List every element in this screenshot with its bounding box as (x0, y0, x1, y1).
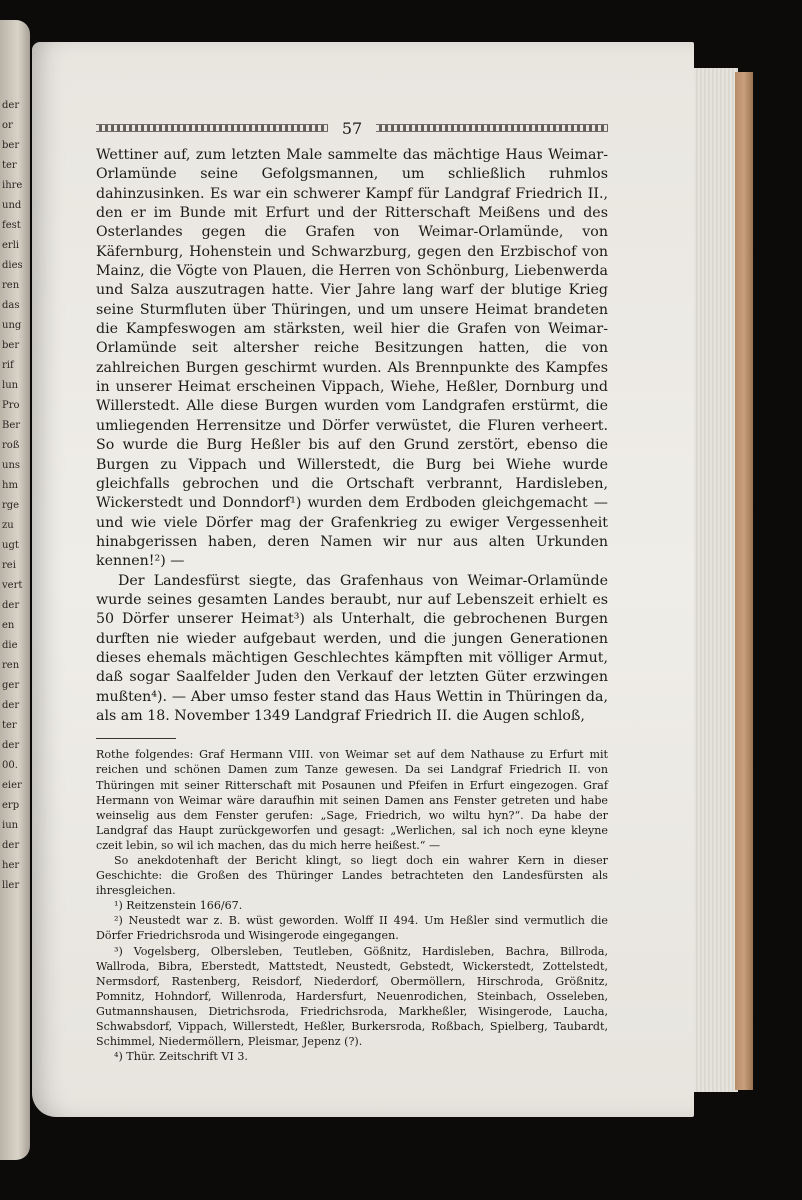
facing-page-fragment: ugt (2, 540, 19, 551)
facing-page-fragment: das (2, 300, 20, 311)
page-block-edges (690, 68, 738, 1092)
facing-page-fragment: rge (2, 500, 20, 511)
footnote: ²) Neustedt war z. B. wüst geworden. Wolff II 494. Um Heßler sind vermutlich die Dörfer Friedrichsroda und Wisingerode eingegangen. (96, 914, 608, 943)
book-cover-edge (735, 72, 753, 1090)
page-number: 57 (341, 118, 363, 138)
facing-page-fragment: zu (2, 520, 14, 531)
footnote-rule (96, 738, 176, 739)
facing-page-fragment: uns (2, 460, 21, 471)
body-text (96, 146, 608, 726)
ornament-right (376, 124, 608, 132)
facing-page-fragment: hm (2, 480, 18, 491)
facing-page-fragment: ber (2, 140, 20, 151)
book-page (32, 42, 694, 1117)
facing-page-edge (0, 20, 30, 1160)
facing-page-fragment: dies (2, 260, 23, 271)
facing-page-fragment: erp (2, 800, 20, 811)
facing-page-fragment: der (2, 600, 20, 611)
facing-page-fragment: der (2, 100, 20, 111)
facing-page-fragment: erli (2, 240, 20, 251)
facing-page-fragment: rif (2, 360, 14, 371)
facing-page-fragment: Ber (2, 420, 21, 431)
facing-page-fragment: roß (2, 440, 20, 451)
facing-page-fragment: her (2, 860, 20, 871)
facing-page-fragment: ren (2, 660, 20, 671)
facing-page-fragment: ung (2, 320, 22, 331)
facing-page-fragment: vert (2, 580, 23, 591)
facing-page-fragment: und (2, 200, 22, 211)
facing-page-fragment: eier (2, 780, 22, 791)
facing-page-fragment: der (2, 840, 20, 851)
ornament-left (96, 124, 328, 132)
facing-page-fragment: or (2, 120, 13, 131)
facing-page-fragment: der (2, 740, 20, 751)
paragraph: Der Landesfürst siegte, das Grafenhaus von Weimar-Orlamünde wurde seines gesamten Landes beraubt, nur auf Lebenszeit erhielt es 50 Dörfer unserer Heimat³) als Unterhalt, die gebrochenen Burgen durften nie wieder aufgebaut werden, und die jungen Generationen dieses ehemals mächtigen Geschlechtes kämpften mit völliger Armut, daß sogar Saalfelder Juden den Verkauf der letzten Güter erzwingen mußten⁴). — Aber umso fester stand das Haus Wettin in Thüringen da, als am 18. November 1349 Landgraf Friedrich II. die Augen schloß, (96, 572, 608, 724)
facing-page-fragment: ter (2, 720, 17, 731)
facing-page-fragment: fest (2, 220, 21, 231)
facing-page-fragment: Pro (2, 400, 20, 411)
facing-page-fragment: en (2, 620, 15, 631)
footnote: ¹) Reitzenstein 166/67. (114, 899, 243, 913)
footnote: ³) Vogelsberg, Olbersleben, Teutleben, Gößnitz, Hardisleben, Bachra, Billroda, Wallroda, Bibra, Eberstedt, Mattstedt, Neustedt, Gebstedt, Wickerstedt, Zottelstedt, Nermsdorf, Rastenberg, Reisdorf, Niederdorf, Obermöllern, Hirschroda, Größnitz, Pomnitz, Hohndorf, Willenroda, Hardersfurt, Neuenrodichen, Steinbach, Osseleben, Gutmannshausen, Dietrichsroda, Friedrichsroda, Markheßler, Wisingerode, Laucha, Schwabsdorf, Vippach, Willerstedt, Heßler, Burkersroda, Roßbach, Spielberg, Taubardt, Schimmel, Niedermöllern, Pleismar, Jepenz (?). (96, 944, 608, 1049)
facing-page-fragment: lun (2, 380, 19, 391)
facing-page-fragment: ber (2, 340, 20, 351)
footnotes (96, 747, 608, 1064)
facing-page-fragment: ger (2, 680, 20, 691)
facing-page-fragment: ller (2, 880, 20, 891)
note-paragraph: Rothe folgendes: Graf Hermann VIII. von Weimar set auf dem Nathause zu Erfurt mit reichen und schönen Damen zum Tanze gewesen. Da sei Landgraf Friedrich II. von Thüringen mit seiner Ritterschaft mit Posaunen und Pfeifen in Erfurt eingezogen. Graf Hermann von Weimar wäre daraufhin mit seinen Damen ans Fenster getreten und habe weinselig aus dem Fenster gerufen: „Sage, Friedrich, wo wiltu hyn?“. Da habe der Landgraf das Haupt zurückgeworfen und gesagt: „Werlichen, sal ich noch eyne kleyne czeit lebin, so wil ich machen, das du mich herre heißest.“ — (96, 748, 608, 852)
page-header (96, 116, 608, 140)
note-paragraph: So anekdotenhaft der Bericht klingt, so liegt doch ein wahrer Kern in dieser Geschichte: die Großen des Thüringer Landes betrachteten den Landesfürsten als ihresgleichen. (96, 853, 608, 898)
page-content (96, 116, 608, 1064)
facing-page-fragment: rei (2, 560, 16, 571)
facing-page-fragment: ren (2, 280, 20, 291)
facing-page-fragment: die (2, 640, 18, 651)
footnote: ⁴) Thür. Zeitschrift VI 3. (114, 1050, 248, 1064)
facing-page-fragment: ihre (2, 180, 23, 191)
facing-page-fragment: ter (2, 160, 17, 171)
facing-page-fragment: der (2, 700, 20, 711)
facing-page-fragment: iun (2, 820, 19, 831)
facing-page-fragment: 00. (2, 760, 18, 771)
paragraph: Wettiner auf, zum letzten Male sammelte das mächtige Haus Weimar-Orlamünde seine Gefolgsmannen, um schließlich ruhmlos dahinzusinken. Es war ein schwerer Kampf für Landgraf Friedrich II., den er im Bunde mit Erfurt und der Ritterschaft Meißens und des Osterlandes gegen die Grafen von Weimar-Orlamünde, von Käfernburg, Hohenstein und Schwarzburg, gegen den Erzbischof von Mainz, die Vögte von Plauen, die Herren von Schönburg, Liebenwerda und Salza auszutragen hatte. Vier Jahre lang warf der blutige Krieg seine Sturmfluten über Thüringen, und um unsere Heimat brandeten die Kampfeswogen am stärksten, weil hier die Grafen von Weimar-Orlamünde seit altersher reiche Besitzungen hatten, die von zahlreichen Burgen geschirmt wurden. Als Brennpunkte des Kampfes in unserer Heimat erscheinen Vippach, Wiehe, Heßler, Dornburg und Willerstedt. Alle diese Burgen wurden vom Landgrafen erstürmt, die umliegenden Herrensitze und Dörfer verwüstet, die Fluren verheert. So wurde die Burg Heßler bis auf den Grund zerstört, ebenso die Burgen zu Vippach und Willerstedt, die Burg bei Wiehe wurde gleichfalls gebrochen und die Ortschaft verbrannt, Hardisleben, Wickerstedt und Donndorf¹) wurden dem Erdboden gleichgemacht — und wie viele Dörfer mag der Grafenkrieg zu ewiger Vergessenheit hinabgerissen haben, deren Namen wir nur aus alten Urkunden kennen!²) — (96, 147, 608, 570)
